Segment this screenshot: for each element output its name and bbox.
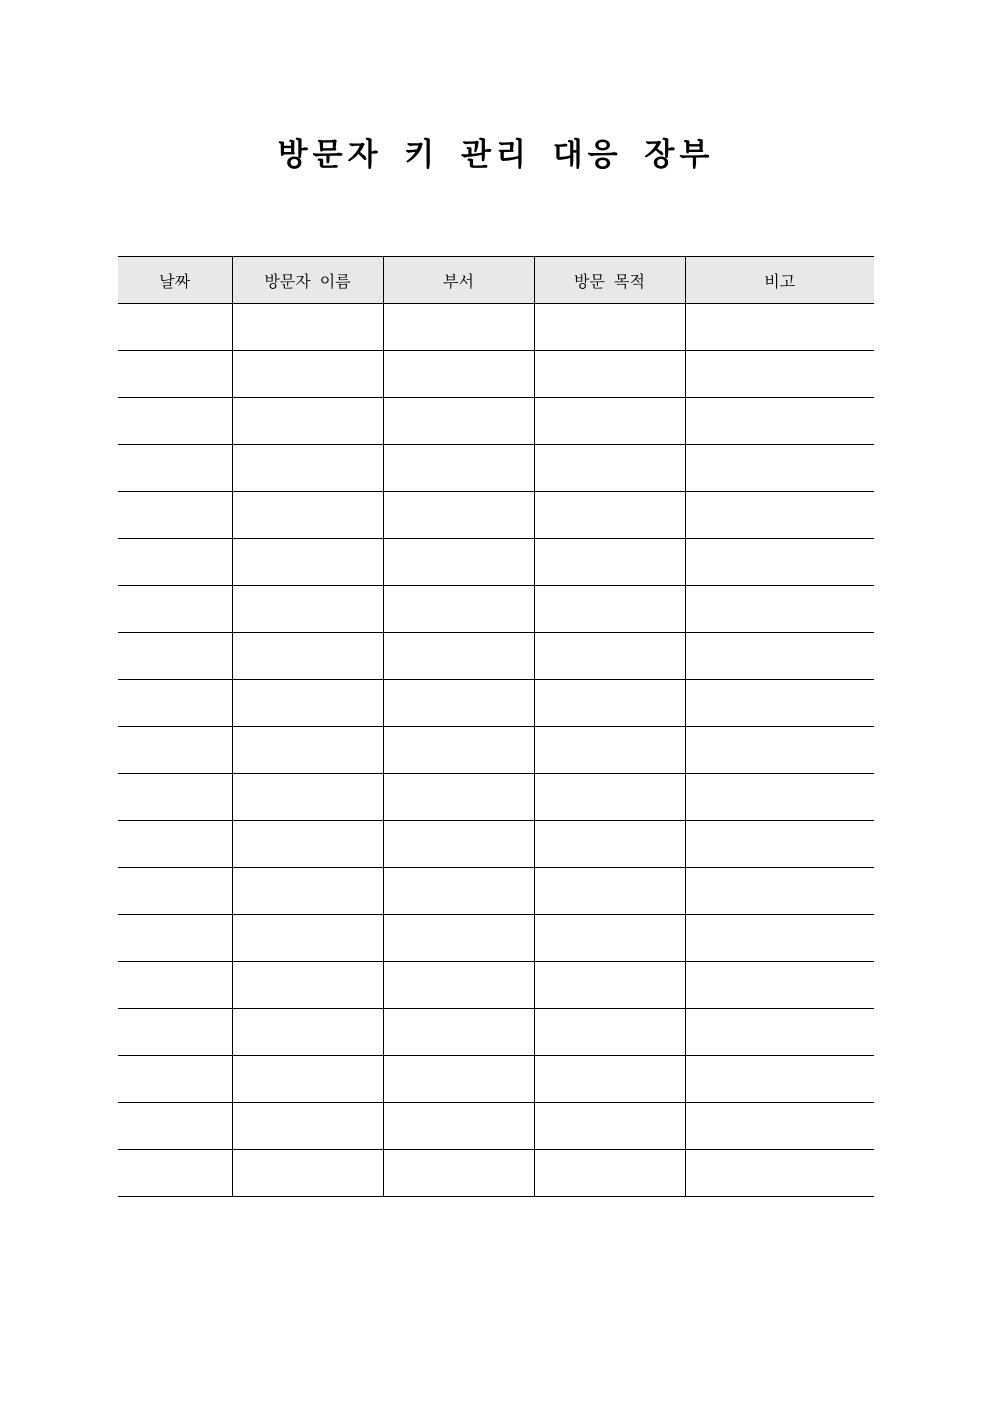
cell-visitor-name[interactable] — [232, 304, 383, 351]
cell-remarks[interactable] — [685, 727, 874, 774]
cell-remarks[interactable] — [685, 868, 874, 915]
cell-visit-purpose[interactable] — [534, 1056, 685, 1103]
table-row — [118, 680, 874, 727]
cell-remarks[interactable] — [685, 821, 874, 868]
cell-visit-purpose[interactable] — [534, 821, 685, 868]
table-header-row — [118, 257, 874, 304]
cell-remarks[interactable] — [685, 1103, 874, 1150]
cell-department[interactable] — [383, 868, 534, 915]
cell-visit-purpose[interactable] — [534, 1009, 685, 1056]
cell-date[interactable] — [118, 868, 232, 915]
table-row — [118, 1009, 874, 1056]
cell-department[interactable] — [383, 445, 534, 492]
cell-department[interactable] — [383, 351, 534, 398]
cell-visit-purpose[interactable] — [534, 586, 685, 633]
cell-date[interactable] — [118, 962, 232, 1009]
cell-visitor-name[interactable] — [232, 586, 383, 633]
cell-date[interactable] — [118, 821, 232, 868]
header-remarks: 비고 — [685, 257, 874, 304]
cell-visitor-name[interactable] — [232, 774, 383, 821]
table-row — [118, 727, 874, 774]
cell-visit-purpose[interactable] — [534, 915, 685, 962]
cell-visitor-name[interactable] — [232, 1150, 383, 1197]
cell-remarks[interactable] — [685, 586, 874, 633]
cell-visit-purpose[interactable] — [534, 539, 685, 586]
cell-department[interactable] — [383, 962, 534, 1009]
cell-remarks[interactable] — [685, 633, 874, 680]
cell-visit-purpose[interactable] — [534, 492, 685, 539]
cell-date[interactable] — [118, 351, 232, 398]
table-row — [118, 774, 874, 821]
table-row — [118, 586, 874, 633]
cell-remarks[interactable] — [685, 539, 874, 586]
cell-date[interactable] — [118, 445, 232, 492]
cell-department[interactable] — [383, 633, 534, 680]
table-row — [118, 1150, 874, 1197]
table-body — [118, 304, 874, 1197]
cell-date[interactable] — [118, 774, 232, 821]
header-date: 날짜 — [118, 257, 232, 304]
table-row — [118, 304, 874, 351]
cell-visit-purpose[interactable] — [534, 304, 685, 351]
cell-visit-purpose[interactable] — [534, 727, 685, 774]
cell-visit-purpose[interactable] — [534, 445, 685, 492]
cell-remarks[interactable] — [685, 304, 874, 351]
cell-department[interactable] — [383, 1103, 534, 1150]
cell-visitor-name[interactable] — [232, 727, 383, 774]
cell-visitor-name[interactable] — [232, 492, 383, 539]
cell-remarks[interactable] — [685, 962, 874, 1009]
cell-department[interactable] — [383, 492, 534, 539]
cell-remarks[interactable] — [685, 1056, 874, 1103]
table-row — [118, 445, 874, 492]
cell-remarks[interactable] — [685, 445, 874, 492]
cell-department[interactable] — [383, 539, 534, 586]
cell-remarks[interactable] — [685, 915, 874, 962]
cell-department[interactable] — [383, 1150, 534, 1197]
cell-visit-purpose[interactable] — [534, 398, 685, 445]
cell-department[interactable] — [383, 1009, 534, 1056]
cell-visit-purpose[interactable] — [534, 774, 685, 821]
cell-date[interactable] — [118, 1150, 232, 1197]
cell-department[interactable] — [383, 821, 534, 868]
cell-date[interactable] — [118, 680, 232, 727]
cell-visit-purpose[interactable] — [534, 962, 685, 1009]
cell-date[interactable] — [118, 304, 232, 351]
cell-visitor-name[interactable] — [232, 962, 383, 1009]
cell-visitor-name[interactable] — [232, 1103, 383, 1150]
cell-department[interactable] — [383, 774, 534, 821]
cell-date[interactable] — [118, 1103, 232, 1150]
cell-visit-purpose[interactable] — [534, 633, 685, 680]
page-title: 방문자 키 관리 대응 장부 — [277, 137, 715, 173]
cell-remarks[interactable] — [685, 492, 874, 539]
table-row — [118, 821, 874, 868]
cell-date[interactable] — [118, 1009, 232, 1056]
cell-date[interactable] — [118, 398, 232, 445]
cell-visit-purpose[interactable] — [534, 1150, 685, 1197]
cell-department[interactable] — [383, 398, 534, 445]
header-department: 부서 — [383, 257, 534, 304]
header-visit-purpose: 방문 목적 — [534, 257, 685, 304]
cell-visitor-name[interactable] — [232, 539, 383, 586]
cell-visitor-name[interactable] — [232, 1056, 383, 1103]
cell-department[interactable] — [383, 586, 534, 633]
visitor-key-log-table — [118, 256, 874, 1197]
cell-department[interactable] — [383, 304, 534, 351]
cell-department[interactable] — [383, 915, 534, 962]
table-row — [118, 1056, 874, 1103]
cell-visit-purpose[interactable] — [534, 351, 685, 398]
cell-visitor-name[interactable] — [232, 868, 383, 915]
cell-date[interactable] — [118, 1056, 232, 1103]
cell-department[interactable] — [383, 1056, 534, 1103]
cell-visitor-name[interactable] — [232, 821, 383, 868]
table-row — [118, 1103, 874, 1150]
cell-department[interactable] — [383, 727, 534, 774]
table-row — [118, 351, 874, 398]
cell-visitor-name[interactable] — [232, 1009, 383, 1056]
cell-remarks[interactable] — [685, 680, 874, 727]
cell-date[interactable] — [118, 539, 232, 586]
cell-visit-purpose[interactable] — [534, 868, 685, 915]
cell-remarks[interactable] — [685, 398, 874, 445]
table-row — [118, 868, 874, 915]
cell-date[interactable] — [118, 727, 232, 774]
table-row — [118, 962, 874, 1009]
cell-visitor-name[interactable] — [232, 915, 383, 962]
table-row — [118, 539, 874, 586]
cell-date[interactable] — [118, 492, 232, 539]
cell-visit-purpose[interactable] — [534, 1103, 685, 1150]
table-row — [118, 915, 874, 962]
cell-remarks[interactable] — [685, 774, 874, 821]
cell-visitor-name[interactable] — [232, 633, 383, 680]
cell-remarks[interactable] — [685, 1150, 874, 1197]
table-row — [118, 633, 874, 680]
table-row — [118, 492, 874, 539]
cell-visit-purpose[interactable] — [534, 680, 685, 727]
cell-visitor-name[interactable] — [232, 680, 383, 727]
table-row — [118, 398, 874, 445]
cell-date[interactable] — [118, 915, 232, 962]
cell-date[interactable] — [118, 633, 232, 680]
cell-date[interactable] — [118, 586, 232, 633]
cell-visitor-name[interactable] — [232, 351, 383, 398]
cell-department[interactable] — [383, 680, 534, 727]
header-visitor-name: 방문자 이름 — [232, 257, 383, 304]
cell-visitor-name[interactable] — [232, 398, 383, 445]
cell-visitor-name[interactable] — [232, 445, 383, 492]
cell-remarks[interactable] — [685, 351, 874, 398]
cell-remarks[interactable] — [685, 1009, 874, 1056]
